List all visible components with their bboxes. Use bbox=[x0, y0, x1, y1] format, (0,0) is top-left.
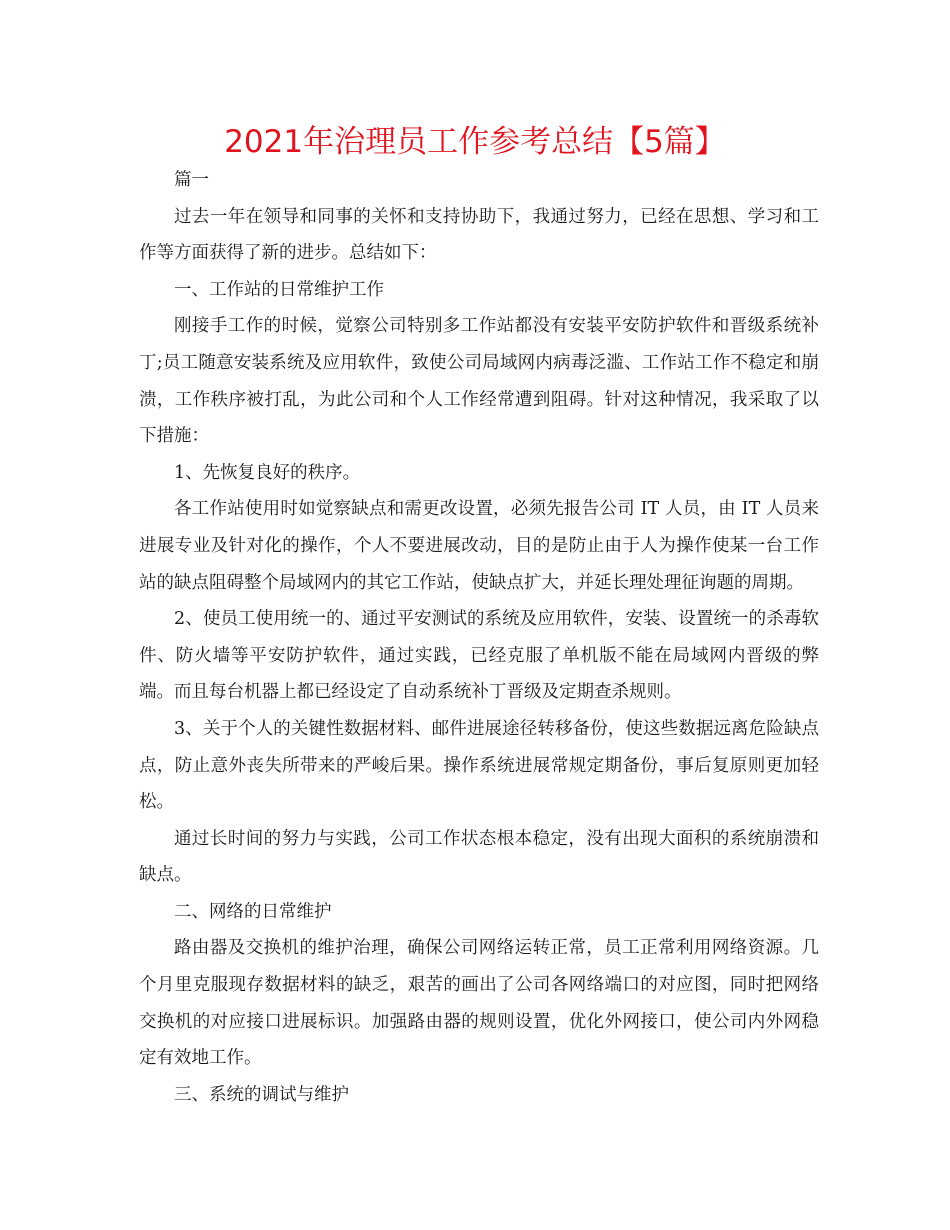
list-item: 3、关于个人的关键性数据材料、邮件进展途径转移备份，使这些数据远离危险缺点点，防止意外丧失所带来的严峻后果。操作系统进展常规定期备份，事后复原则更加轻松。 bbox=[139, 718, 819, 813]
heading-system-debugging: 三、系统的调试与维护 bbox=[174, 1084, 349, 1105]
paragraph: 各工作站使用时如觉察缺点和需更改设置，必须先报告公司 IT 人员，由 IT 人员来进展专业及针对化的操作，个人不要进展改动，目的是防止由于人为操作使某一台工作站的缺点阻碍整个局域网内的其它工作站，使缺点扩大，并延长理处理征询题的周期。 bbox=[139, 499, 819, 593]
list-item: 1、先恢复良好的秩序。 bbox=[174, 462, 361, 483]
paragraph-section-label: 篇一 bbox=[174, 170, 209, 190]
heading-workstation-maintenance: 一、工作站的日常维护工作 bbox=[174, 279, 384, 300]
paragraph: 路由器及交换机的维护治理，确保公司网络运转正常，员工正常利用网络资源。几个月里克服现存数据材料的缺乏，艰苦的画出了公司各网络端口的对应图，同时把网络交换机的对应接口进展标识。加强路由器的规则设置，优化外网接口，使公司内外网稳定有效地工作。 bbox=[139, 938, 819, 1069]
document-body bbox=[139, 162, 819, 1113]
paragraph: 通过长时间的努力与实践，公司工作状态根本稳定，没有出现大面积的系统崩溃和缺点。 bbox=[139, 828, 819, 886]
paragraph: 过去一年在领导和同事的关怀和支持协助下，我通过努力，已经在思想、学习和工作等方面获得了新的进步。总结如下： bbox=[139, 206, 819, 264]
heading-network-maintenance: 二、网络的日常维护 bbox=[174, 901, 332, 922]
list-item: 2、使员工使用统一的、通过平安测试的系统及应用软件，安装、设置统一的杀毒软件、防火墙等平安防护软件，通过实践，已经克服了单机版不能在局域网内晋级的弊端。而且每台机器上都已经设定了自动系统补丁晋级及定期查杀规则。 bbox=[139, 609, 819, 703]
paragraph: 刚接手工作的时候，觉察公司特别多工作站都没有安装平安防护软件和晋级系统补丁;员工随意安装系统及应用软件，致使公司局域网内病毒泛滥、工作站工作不稳定和崩溃，工作秩序被打乱，为此公司和个人工作经常遭到阻碍。针对这种情况，我采取了以下措施： bbox=[139, 316, 819, 447]
document-title: 2021年治理员工作参考总结【5篇】 bbox=[224, 124, 726, 160]
